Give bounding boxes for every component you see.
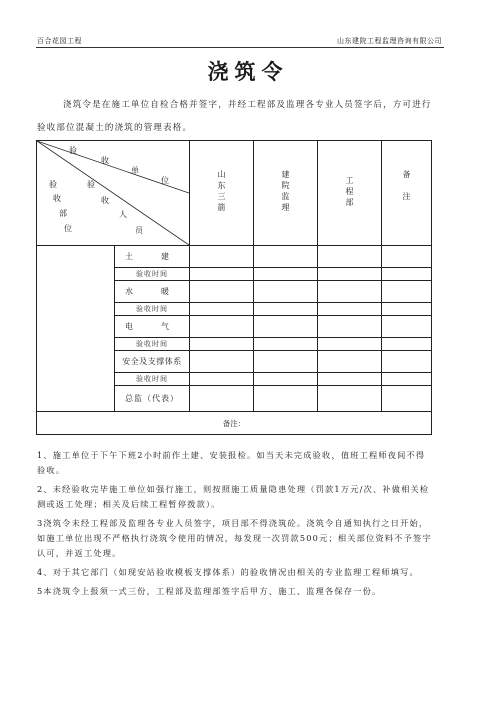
diag-text: 收 [53,194,61,203]
sign-cell[interactable] [190,268,254,281]
diag-text: 人 [119,210,127,219]
remark-cell[interactable] [382,316,432,338]
diag-text: 单 [131,166,139,175]
sign-cell[interactable] [318,246,382,268]
row-label-time: 验收时间 [115,303,190,316]
sign-cell[interactable] [318,281,382,303]
sign-cell[interactable] [254,338,318,351]
diag-text: 位 [64,224,72,233]
rule-item: 5本浇筑令上报须一式三份，工程部及监理部签字后甲方、施工、监理各保存一份。 [37,586,382,596]
remark-cell[interactable] [382,246,432,268]
pour-order-table [36,140,432,435]
remark-cell[interactable] [382,303,432,316]
sign-cell[interactable] [254,268,318,281]
sign-cell[interactable] [190,316,254,338]
header-project-name: 百合花园工程 [37,37,82,45]
intro-paragraph: 浇筑令是在施工单位自检合格并签字，并经工程部及监理各专业人员签字后，方可进行验收部位混凝土的浇筑的管理表格。 [37,100,432,133]
sign-cell[interactable] [254,246,318,268]
sign-cell[interactable] [190,338,254,351]
col-header-sdsj: 山东三箭 [190,141,254,246]
row-label-chief: 总监（代表） [115,386,190,412]
row-label-time: 验收时间 [115,268,190,281]
diag-text: 验 [69,146,77,155]
col-header-gcb: 工程部 [318,141,382,246]
notes-cell[interactable] [37,412,432,435]
sign-cell[interactable] [318,351,382,373]
row-label-safety: 安全及支撑体系 [115,351,190,373]
sign-cell[interactable] [254,351,318,373]
sign-cell[interactable] [190,246,254,268]
notes-label: 备注： [222,418,246,428]
sign-cell[interactable] [318,386,382,412]
diag-text: 收 [101,196,109,205]
sign-cell[interactable] [190,386,254,412]
row-label-time: 验收时间 [115,338,190,351]
diagonal-header-cell [37,141,190,246]
remark-cell[interactable] [382,281,432,303]
sign-cell[interactable] [318,338,382,351]
diag-text: 部 [59,209,67,218]
col-header-jyjl: 建院监理 [254,141,318,246]
sign-cell[interactable] [254,281,318,303]
remark-cell[interactable] [382,268,432,281]
sign-cell[interactable] [318,316,382,338]
header-divider [36,47,444,48]
sign-cell[interactable] [190,281,254,303]
row-label-electrical: 电 气 [115,316,190,338]
rule-item: 3浇筑令未经工程部及监理各专业人员签字，项目部不得浇筑砼。浇筑令自通知执行之日开始，如施工单位出现不严格执行浇筑令使用的情况，每发现一次罚款500元；相关部位资料不予签字认可，并返工处理。 [37,518,432,558]
diag-text: 位 [161,176,169,185]
sign-cell[interactable] [318,303,382,316]
row-label-civil: 土 建 [115,246,190,268]
diag-text: 收 [101,156,109,165]
diag-text: 验 [87,180,95,189]
blank-left-cell [37,246,115,412]
page-title: 浇筑令 [207,60,289,84]
rule-item: 2、未经验收完毕施工单位如强行施工，则按照施工质量隐患处理（罚款1万元/次、补做相关检测或返工处理；相关及后续工程暂停拨款）。 [37,484,430,509]
row-label-time: 验收时间 [115,373,190,386]
rules-list [37,448,433,603]
remark-cell[interactable] [382,386,432,412]
header-company-name: 山东建院工程监理咨询有限公司 [337,37,442,45]
remark-cell[interactable] [382,351,432,373]
sign-cell[interactable] [254,303,318,316]
diag-text: 员 [135,226,143,235]
sign-cell[interactable] [190,303,254,316]
sign-cell[interactable] [254,316,318,338]
row-label-plumbing: 水 暖 [115,281,190,303]
col-header-bz: 备注 [382,141,432,246]
sign-cell[interactable] [190,351,254,373]
sign-cell[interactable] [190,373,254,386]
diag-text: 验 [49,180,57,189]
sign-cell[interactable] [318,373,382,386]
remark-cell[interactable] [382,338,432,351]
sign-cell[interactable] [254,373,318,386]
sign-cell[interactable] [254,386,318,412]
sign-cell[interactable] [318,268,382,281]
remark-cell[interactable] [382,373,432,386]
rule-item: 4、对于其它部门（如现安站验收模板支撑体系）的验收情况由相关的专业监理工程师填写。 [37,567,419,577]
rule-item: 1、施工单位于下午下班2小时前作土建、安装报检。如当天未完成验收，值班工程师夜间不得验收。 [37,450,426,475]
